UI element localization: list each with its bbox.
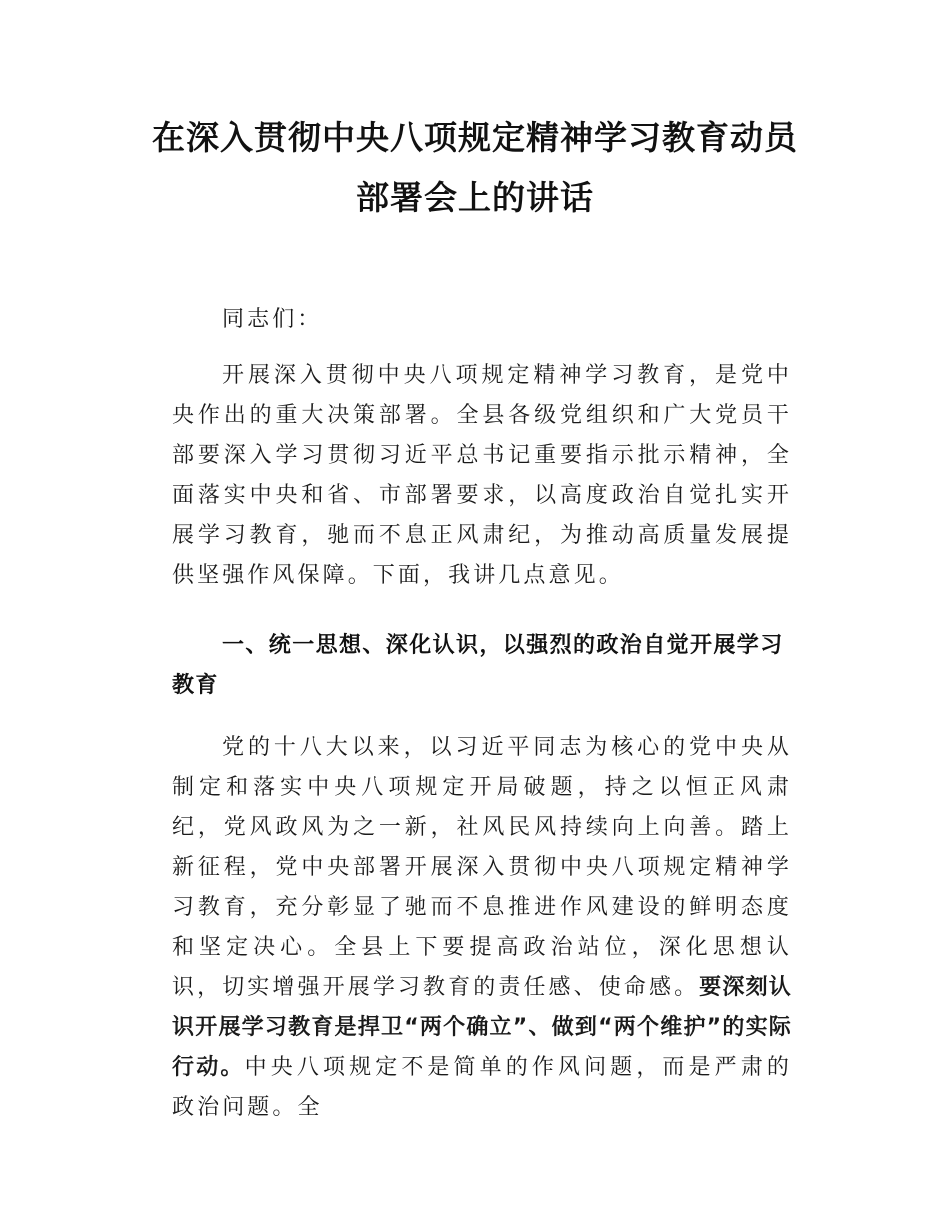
salutation: 同志们：: [222, 307, 323, 332]
paragraph-section-1-text-a: 党的十八大以来，以习近平同志为核心的党中央从制定和落实中央八项规定开局破题，持之以恒正风肃纪，党风政风为之一新，社风民风持续向上向善。踏上新征程，党中央部署开展深入贯彻中央八项规定精神学习教育，充分彰显了驰而不息推进作风建设的鲜明态度和坚定决心。全县上下要提高政治站位，深化思想认识，切实增强开展学习教育的责任感、使命感。: [172, 735, 792, 1000]
paragraph-section-1: [172, 728, 792, 1128]
section-heading-1: 一、统一思想、深化认识，以强烈的政治自觉开展学习教育: [172, 633, 784, 698]
paragraph-intro: 开展深入贯彻中央八项规定精神学习教育，是党中央作出的重大决策部署。全县各级党组织和广大党员干部要深入学习贯彻习近平总书记重要指示批示精神，全面落实中央和省、市部署要求，以高度政治自觉扎实开展学习教育，驰而不息正风肃纪，为推动高质量发展提供坚强作风保障。下面，我讲几点意见。: [172, 363, 792, 588]
paragraph-section-1-bold-lead: 要深刻认识开展学习教育是捍卫“两个确立”、做到“两个维护”的实际行动。: [172, 975, 792, 1080]
paragraph-section-1-text-b: 中央八项规定不是简单的作风问题，而是严肃的政治问题。全: [172, 1055, 792, 1120]
document-title: [120, 108, 830, 228]
title-line-2: 部署会上的讲话: [356, 178, 594, 217]
title-line-1: 在深入贯彻中央八项规定精神学习教育动员: [152, 118, 798, 157]
